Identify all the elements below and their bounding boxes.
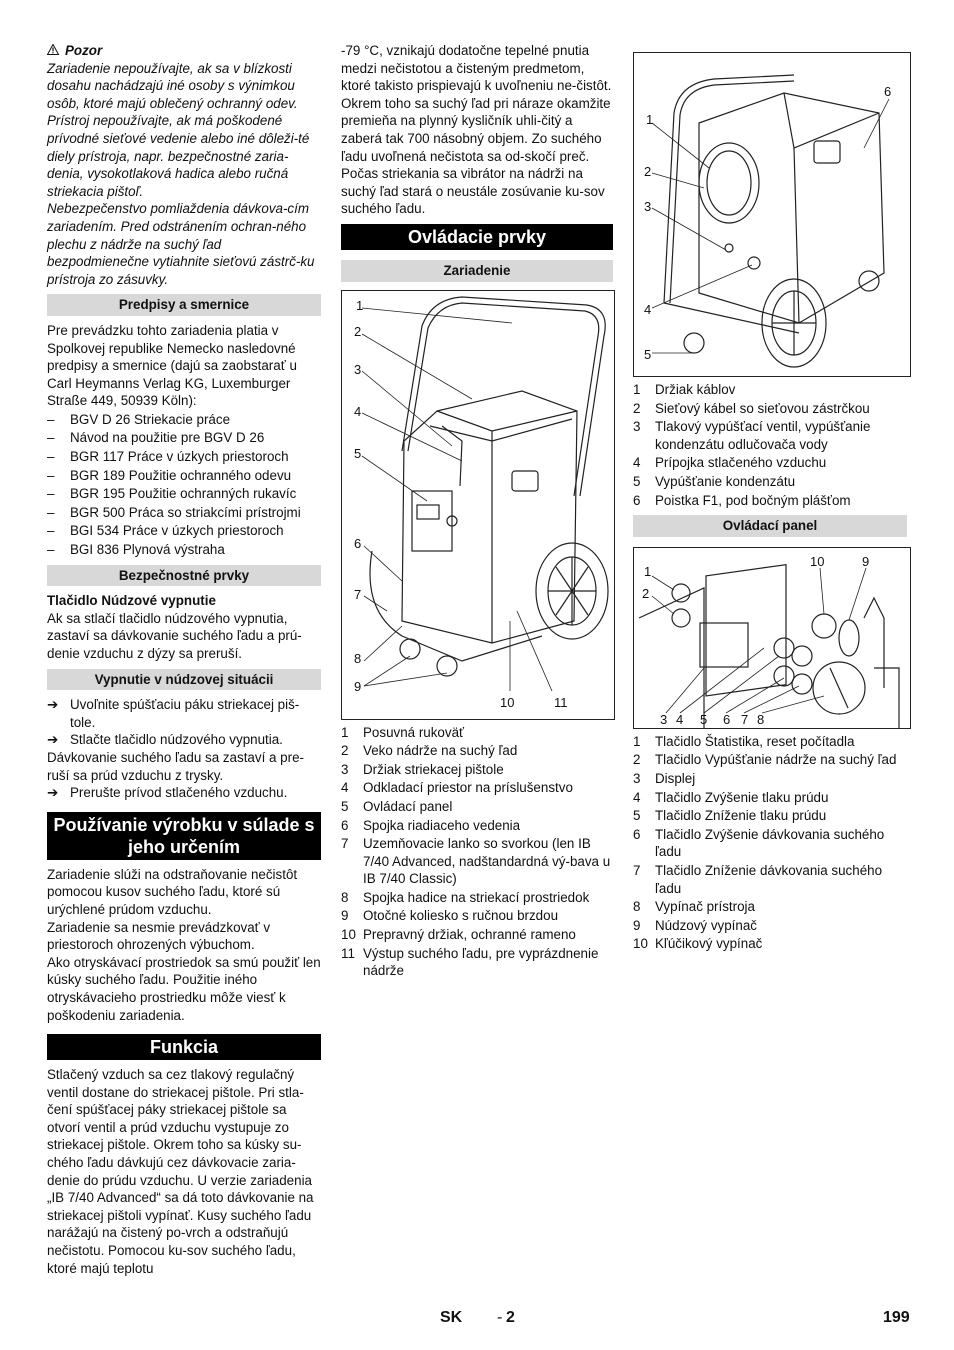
item-number: 4 xyxy=(633,789,641,805)
device-illustration xyxy=(342,291,614,719)
regulation-item: – BGR 117 Práce v úzkych priestoroch xyxy=(47,448,321,466)
figure-callout: 4 xyxy=(644,302,652,317)
list-item xyxy=(633,473,907,491)
device-heading: Zariadenie xyxy=(341,260,613,282)
figure-callout: 1 xyxy=(646,112,654,127)
control-panel-illustration xyxy=(634,548,910,728)
list-item xyxy=(633,898,907,916)
list-item xyxy=(633,807,907,825)
item-number: 5 xyxy=(633,808,641,824)
intended-use-p3: Ako otryskávací prostriedok sa smú použiť len kúsky suchého ľadu. Použitie iného otryskávacieho prostriedku môže viesť k poškodeniu zariadenia. xyxy=(47,954,321,1023)
controls-heading: Ovládacie prvky xyxy=(341,224,613,250)
list-item xyxy=(633,492,907,510)
figure-callout: 3 xyxy=(354,361,362,377)
item-text: Spojka hadice na striekací prostriedok xyxy=(363,889,590,905)
footer-language-page: 2 xyxy=(506,1309,515,1326)
item-text: Posuvná rukoväť xyxy=(363,724,465,740)
device-figure xyxy=(341,290,615,720)
intended-use-p1: Zariadenie slúži na odstraňovanie nečistôt pomocou kusov suchého ľadu, ktoré sú urýchlené prúdom vzduchu. xyxy=(47,866,298,917)
list-item xyxy=(341,798,613,816)
item-text: Držiak striekacej pištole xyxy=(363,761,504,777)
item-number: 2 xyxy=(341,743,349,759)
list-item xyxy=(341,779,613,797)
list-item xyxy=(633,826,907,861)
column-1 xyxy=(47,42,321,1277)
figure-callout: 10 xyxy=(810,553,825,569)
control-panel-heading: Ovládací panel xyxy=(633,515,907,537)
list-item xyxy=(341,817,613,835)
emergency-step-3 xyxy=(47,784,321,802)
function-heading: Funkcia xyxy=(47,1034,321,1060)
item-text: Tlačidlo Zvýšenie tlaku prúdu xyxy=(655,789,829,805)
item-number: 1 xyxy=(341,724,349,740)
control-panel-list xyxy=(633,733,907,953)
list-item xyxy=(633,400,907,418)
list-item xyxy=(341,907,613,925)
function-continued-p1: -79 °C, vznikajú dodatočne tepelné pnutia medzi nečistotou a čisteným predmetom, ktoré takisto prispievajú k uvoľneniu ne-čistôt. Okrem toho sa suchý ľad pri náraze okamžite premieňa na plynný kysličník uhli-čitý a zaberá tak 700 násobný objem. Zo suchého ľadu uvoľnená nečistota sa od-skočí preč. xyxy=(341,43,612,164)
item-number: 7 xyxy=(633,862,641,878)
item-number: 6 xyxy=(633,826,641,842)
item-text: Ovládací panel xyxy=(363,798,453,814)
item-number: 10 xyxy=(341,927,356,943)
item-number: 6 xyxy=(341,817,349,833)
item-number: 3 xyxy=(633,770,641,786)
list-item xyxy=(341,724,613,742)
item-text: Tlačidlo Vypúšťanie nádrže na suchý ľad xyxy=(655,752,897,768)
figure-callout: 2 xyxy=(354,323,362,339)
item-text: Vypínač prístroja xyxy=(655,899,755,915)
emergency-step-2 xyxy=(47,731,321,749)
figure-callout: 11 xyxy=(554,694,568,710)
figure-callout: 7 xyxy=(354,586,362,602)
item-text: Tlačidlo Zníženie dávkovania suchého ľadu xyxy=(655,862,883,896)
item-text: Núdzový vypínač xyxy=(655,917,757,933)
regulation-item: – BGI 836 Plynová výstraha xyxy=(47,541,321,559)
item-text: Uzemňovacie lanko so svorkou (len IB 7/40 Advanced, nadštandardná vý-bava u IB 7/40 Classic) xyxy=(363,836,611,887)
figure-callout: 4 xyxy=(676,711,684,727)
list-item xyxy=(633,381,907,399)
item-text: Prípojka stlačeného vzduchu xyxy=(655,455,827,471)
footer-dash: - xyxy=(497,1309,503,1326)
item-text: Otočné koliesko s ručnou brzdou xyxy=(363,908,559,924)
arrow-right-icon: ➔ xyxy=(47,785,59,801)
regulations-heading: Predpisy a smernice xyxy=(47,294,321,316)
regulations-list xyxy=(47,411,321,559)
figure-callout: 8 xyxy=(757,711,765,727)
emergency-heading: Vypnutie v núdzovej situácii xyxy=(47,669,321,691)
intended-use-heading: Používanie výrobku v súlade s jeho určením xyxy=(47,812,321,860)
item-text: Tlačidlo Štatistika, reset počítadla xyxy=(655,733,855,749)
item-number: 2 xyxy=(633,752,641,768)
item-number: 8 xyxy=(633,899,641,915)
figure-callout: 9 xyxy=(862,553,870,569)
item-number: 3 xyxy=(341,761,349,777)
list-item xyxy=(633,917,907,935)
item-number: 7 xyxy=(341,836,349,852)
emergency-step-2-text: Stlačte tlačidlo núdzového vypnutia. xyxy=(70,732,283,748)
item-text: Sieťový kábel so sieťovou zástrčkou xyxy=(655,400,870,416)
regulation-item: – BGI 534 Práce v úzkych priestoroch xyxy=(47,522,321,540)
figure-callout: 4 xyxy=(354,403,362,419)
emergency-text: Dávkovanie suchého ľadu sa zastaví a pre-ruší sa prúd vzduchu z trysky. xyxy=(47,749,304,783)
regulation-item: – BGR 189 Použitie ochranného odevu xyxy=(47,467,321,485)
item-text: Veko nádrže na suchý ľad xyxy=(363,743,518,759)
figure-callout: 1 xyxy=(644,563,652,579)
item-number: 10 xyxy=(633,936,648,952)
item-number: 1 xyxy=(633,382,641,397)
list-item xyxy=(633,418,907,453)
item-text: Držiak káblov xyxy=(655,382,736,397)
page-number: 199 xyxy=(883,1309,910,1326)
figure-callout: 9 xyxy=(354,678,362,694)
estop-text: Ak sa stlačí tlačidlo núdzového vypnutia, zastaví sa dávkovanie suchého ľadu a prú-denie vzduchu z dýzy sa preruší. xyxy=(47,610,302,661)
rear-view-figure xyxy=(633,52,911,377)
item-number: 11 xyxy=(341,945,355,961)
item-text: Vypúšťanie kondenzátu xyxy=(655,473,796,489)
figure-callout: 10 xyxy=(500,694,515,710)
figure-callout: 5 xyxy=(644,347,652,362)
arrow-right-icon: ➔ xyxy=(47,732,59,748)
list-item xyxy=(341,761,613,779)
estop-title: Tlačidlo Núdzové vypnutie xyxy=(47,593,216,609)
item-number: 3 xyxy=(633,419,641,435)
figure-callout: 8 xyxy=(354,650,362,666)
item-number: 1 xyxy=(633,733,641,749)
function-text: Stlačený vzduch sa cez tlakový regulačný ventil dostane do striekacej pištole. Pri stla-čení spúšťacej páky striekacej pištole sa otvorí ventil a prúd vzduchu vystupuje zo striekacej pištole. Okrem toho sa kúsky su-chého ľadu dávkujú cez dávkovacie zaria-denie do prúdu vzduchu. U verzie zariadenia „IB 7/40 Advanced“ sa dá toto dávkovanie na striekacej pištoli vypínať. Kusy suchého ľadu narážajú na čistený po-vrch a odstraňujú nečistotu. Pomocou ku-sov suchého ľadu, ktoré majú teplotu xyxy=(47,1067,314,1276)
safety-heading: Bezpečnostné prvky xyxy=(47,565,321,587)
emergency-step-3-text: Prerušte prívod stlačeného vzduchu. xyxy=(70,785,288,801)
figure-callout: 6 xyxy=(354,535,362,551)
intended-use-p2: Zariadenie sa nesmie prevádzkovať v priestoroch ohrozených výbuchom. xyxy=(47,919,271,953)
control-panel-figure xyxy=(633,547,911,729)
warning-triangle-icon xyxy=(47,42,59,60)
function-continued-p2: Počas striekania sa vibrátor na nádrži na suchý ľad stará o neustále zosúvanie ku-sov suchého ľadu. xyxy=(341,166,605,217)
warning-title: Pozor xyxy=(65,43,103,58)
item-text: Odkladací priestor na príslušenstvo xyxy=(363,780,573,796)
emergency-step-1-text: Uvoľnite spúšťaciu páku striekacej piš-tole. xyxy=(70,697,300,730)
item-text: Tlačidlo Zvýšenie dávkovania suchého ľadu xyxy=(655,826,885,860)
rear-view-illustration xyxy=(634,53,910,376)
column-2 xyxy=(341,42,613,981)
device-parts-list xyxy=(341,724,613,980)
item-text: Tlačidlo Zníženie tlaku prúdu xyxy=(655,808,827,824)
emergency-step-1 xyxy=(47,696,321,731)
list-item xyxy=(633,454,907,472)
item-number: 5 xyxy=(633,473,641,489)
figure-callout: 1 xyxy=(356,297,364,313)
figure-callout: 6 xyxy=(723,711,731,727)
figure-callout: 5 xyxy=(700,711,708,727)
item-text: Prepravný držiak, ochranné rameno xyxy=(363,927,576,943)
item-number: 8 xyxy=(341,889,349,905)
regulation-item: – BGV D 26 Striekacie práce xyxy=(47,411,321,429)
item-text: Kľúčikový vypínač xyxy=(655,936,763,952)
regulation-item: – BGR 500 Práca so striakcími prístrojmi xyxy=(47,504,321,522)
regulations-text: Pre prevádzku tohto zariadenia platia v Spolkovej republike Nemecko nasledovné predpisy a smernice (dajú sa zaobstarať u Carl Heymanns Verlag KG, Luxemburger Straße 449, 50939 Köln): xyxy=(47,322,297,409)
figure-callout: 2 xyxy=(644,164,652,179)
item-number: 9 xyxy=(341,908,349,924)
item-number: 9 xyxy=(633,917,641,933)
warning-title-line xyxy=(47,42,321,60)
item-text: Výstup suchého ľadu, pre vyprázdnenie nádrže xyxy=(363,945,599,979)
item-text: Tlakový vypúšťací ventil, vypúšťanie kondenzátu odlučovača vody xyxy=(655,419,871,452)
footer-language: SK xyxy=(440,1309,463,1326)
list-item xyxy=(341,945,613,980)
list-item xyxy=(341,926,613,944)
regulation-item: – BGR 195 Použitie ochranných rukavíc xyxy=(47,485,321,503)
list-item xyxy=(633,789,907,807)
list-item xyxy=(341,889,613,907)
figure-callout: 5 xyxy=(354,445,362,461)
list-item xyxy=(341,835,613,888)
item-number: 2 xyxy=(633,400,641,416)
item-number: 4 xyxy=(633,455,641,471)
arrow-right-icon: ➔ xyxy=(47,697,59,713)
item-text: Displej xyxy=(655,770,696,786)
rear-parts-list xyxy=(633,381,907,509)
figure-callout: 6 xyxy=(884,84,892,99)
list-item xyxy=(633,751,907,769)
list-item xyxy=(633,770,907,788)
item-number: 4 xyxy=(341,780,349,796)
item-text: Poistka F1, pod bočným plášťom xyxy=(655,492,851,508)
column-3 xyxy=(633,42,907,954)
warning-paragraph-2: Nebezpečenstvo pomliaždenia dávkova-cím zariadením. Pred odstránením ochran-ného plechu z nádrže na suchý ľad bezpodmienečne vytiahnite sieťovú zástrč-ku prístroja zo zásuvky. xyxy=(47,201,315,287)
list-item xyxy=(633,862,907,897)
item-number: 5 xyxy=(341,798,349,814)
item-text: Spojka riadiaceho vedenia xyxy=(363,817,521,833)
warning-paragraph-1: Zariadenie nepoužívajte, ak sa v blízkosti dosahu nachádzajú iné osoby s výnimkou osôb, ktoré majú oblečený ochranný odev. Prístroj nepoužívajte, ak má poškodené prívodné sieťové vedenie alebo iné dôleži-té diely prístroja, napr. bezpečnostné zaria-denia, vysokotlaková hadica alebo ručná striekacia pištoľ. xyxy=(47,60,310,199)
list-item xyxy=(341,742,613,760)
regulation-item: – Návod na použitie pre BGV D 26 xyxy=(47,429,321,447)
figure-callout: 3 xyxy=(660,711,668,727)
figure-callout: 3 xyxy=(644,199,652,214)
figure-callout: 2 xyxy=(642,585,650,601)
list-item xyxy=(633,935,907,953)
figure-callout: 7 xyxy=(741,711,749,727)
item-number: 6 xyxy=(633,492,641,508)
list-item xyxy=(633,733,907,751)
